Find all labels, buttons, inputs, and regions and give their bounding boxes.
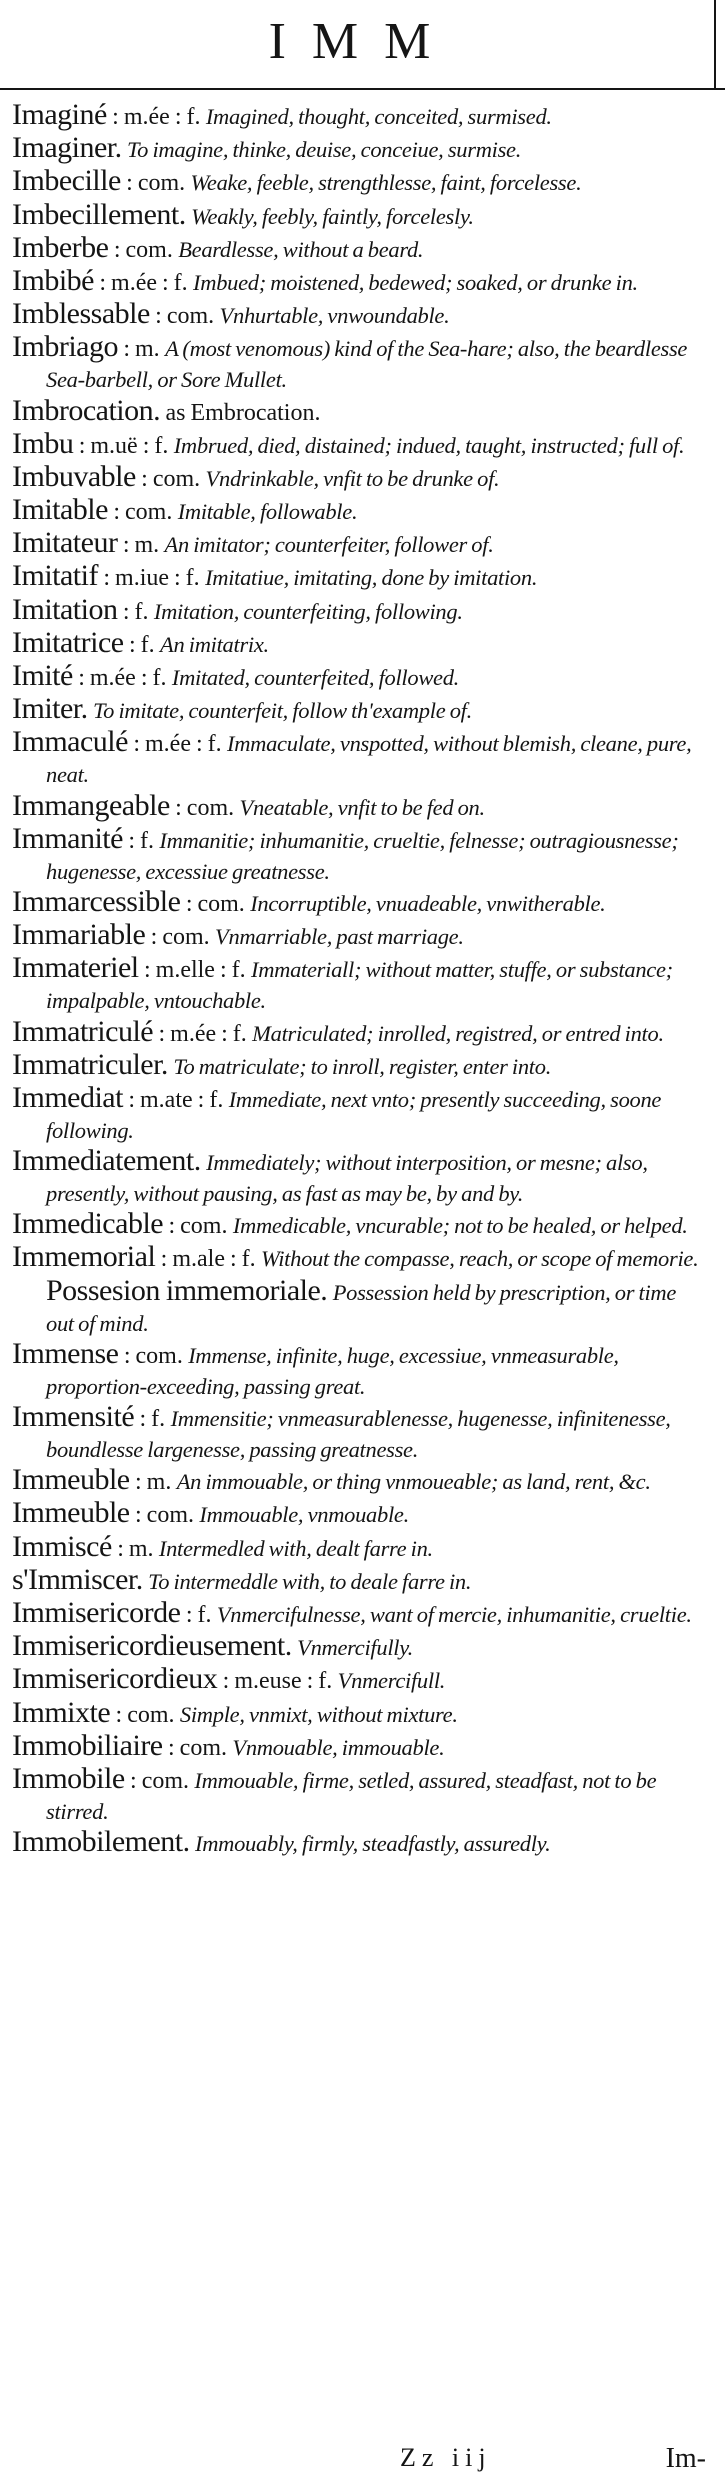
entry-definition: Imitated, counterfeited, followed. — [171, 665, 459, 690]
entry-grammar: : com. — [141, 465, 201, 492]
entry-grammar: : f. — [139, 1406, 166, 1432]
entry-grammar: : m.ée : f. — [99, 269, 188, 296]
entry-definition: Vnmercifull. — [337, 1668, 446, 1694]
entry-definition: Beardlesse, without a beard. — [178, 236, 424, 262]
entry-headword: Imaginer. — [12, 131, 122, 165]
entry-definition: Immanitie; inhumanitie, crueltie, felnesse; outragiousnesse; hugenesse, excessiue greatnesse. — [46, 827, 679, 884]
entry-definition: Incorruptible, vnuadeable, vnwitherable. — [250, 890, 606, 916]
page-footer — [12, 2443, 712, 2473]
dictionary-entry — [12, 1728, 707, 1763]
dictionary-entry — [12, 625, 707, 660]
running-head: IMM — [268, 13, 457, 70]
entry-headword: Immangeable — [12, 788, 170, 822]
dictionary-entry — [12, 1498, 707, 1530]
entry-headword: Imitation — [12, 592, 118, 626]
entry-headword: Imbecillement. — [12, 197, 186, 231]
entry-definition: Vneatable, vnfit to be fed on. — [239, 794, 485, 820]
entry-headword: s'Immiscer. — [12, 1562, 143, 1596]
dictionary-entry — [12, 1047, 707, 1082]
dictionary-entry — [12, 920, 707, 952]
dictionary-entry — [12, 100, 707, 132]
dictionary-entry — [12, 1273, 707, 1338]
entry-definition: Imitation, counterfeiting, following. — [153, 598, 463, 624]
entry-grammar: : f. — [185, 1601, 212, 1628]
entry-definition: Imitable, followable. — [177, 499, 358, 525]
entry-headword: Immatriculer. — [12, 1047, 168, 1081]
entry-grammar: : m.ée : f. — [112, 104, 201, 130]
dictionary-entry — [12, 459, 707, 494]
entry-grammar: : com. — [168, 1213, 228, 1240]
entry-definition: To matriculate; to inroll, register, enter into. — [173, 1053, 552, 1079]
entry-definition: Imbrued, died, distained; indued, taught, instructed; full of. — [173, 432, 685, 458]
dictionary-entry — [12, 393, 707, 428]
signature-mark: Zz iij — [400, 2443, 492, 2472]
entry-grammar: : com. — [168, 1734, 227, 1761]
dictionary-entry — [12, 821, 707, 886]
entry-grammar: : m. — [135, 1469, 172, 1496]
dictionary-entry — [12, 727, 707, 789]
entry-definition: Immensitie; vnmeasurablenesse, hugenesse, infinitenesse, boundlesse largenesse, passing greatnesse. — [46, 1406, 671, 1462]
entry-grammar: : m.iue : f. — [103, 565, 200, 592]
entry-grammar: : m. — [122, 532, 160, 559]
entry-headword: Immisericordieusement. — [12, 1629, 292, 1663]
entry-definition: Immouable, vnmouable. — [199, 1502, 409, 1528]
dictionary-entry — [12, 1402, 707, 1464]
entry-headword: Imaginé — [12, 98, 107, 131]
entry-definition: Immediate, next vnto; presently succeeding, soone following. — [46, 1086, 662, 1143]
entry-headword: Immense — [12, 1336, 119, 1370]
dictionary-entry — [12, 133, 707, 165]
entry-definition: Immateriall; without matter, stuffe, or substance; impalpable, vntouchable. — [46, 957, 673, 1014]
dictionary-entry — [12, 528, 707, 560]
dictionary-entry — [12, 1146, 707, 1208]
entry-headword: Imbriago — [12, 330, 118, 364]
entry-definition: Vnmouable, immouable. — [232, 1734, 445, 1760]
dictionary-entry — [12, 1631, 707, 1663]
entry-grammar: : m.uë : f. — [78, 432, 169, 459]
dictionary-entry — [12, 561, 707, 593]
entry-headword: Immisericordieux — [12, 1662, 218, 1696]
dictionary-entry — [12, 788, 707, 823]
entry-definition: An imitatrix. — [160, 631, 269, 657]
entry-definition: Immouably, firmly, steadfastly, assuredly. — [195, 1831, 551, 1857]
entry-headword: Imbibé — [12, 263, 94, 297]
entry-grammar: as Embrocation. — [165, 399, 321, 426]
entry-definition: Immediately; without interposition, or mesne; also, presently, without pausing, as fast as may be, by and by. — [46, 1150, 648, 1207]
entry-headword: Immobiliaire — [12, 1728, 163, 1762]
dictionary-entry — [12, 495, 707, 527]
dictionary-entry — [12, 197, 707, 232]
dictionary-entry — [12, 166, 707, 198]
entry-definition: A (most venomous) kind of the Sea-hare; also, the beardlesse Sea-barbell, or Sore Mullet. — [46, 336, 688, 393]
dictionary-entry — [12, 332, 707, 394]
entry-definition: Immouable, firme, setled, assured, steadfast, not to be stirred. — [46, 1767, 657, 1824]
entry-headword: Immateriel — [12, 951, 139, 985]
dictionary-entry — [12, 661, 707, 693]
entry-grammar: : f. — [122, 598, 149, 625]
entry-grammar: : com. — [113, 236, 173, 263]
entry-headword: Immisericorde — [12, 1595, 181, 1629]
entry-grammar: : com. — [113, 499, 173, 526]
entry-grammar: : com. — [123, 1342, 183, 1369]
entry-grammar: : m.ée : f. — [78, 665, 167, 691]
entry-grammar: : com. — [135, 1502, 195, 1529]
entry-headword: Immobile — [12, 1761, 125, 1795]
entry-grammar: : m.elle : f. — [143, 957, 246, 984]
entry-definition: Simple, vnmixt, without mixture. — [179, 1701, 458, 1727]
entry-grammar: : com. — [115, 1701, 175, 1728]
entry-headword: Imberbe — [12, 230, 109, 264]
entry-definition: Vnmarriable, past marriage. — [215, 924, 464, 950]
entry-headword: Immariable — [12, 918, 146, 952]
entry-definition: Intermedled with, dealt farre in. — [158, 1535, 433, 1561]
entry-list — [12, 100, 707, 1860]
entry-definition: Imagined, thought, conceited, surmised. — [205, 104, 552, 129]
entry-grammar: : com. — [155, 303, 215, 330]
entry-headword: Immensité — [12, 1400, 135, 1433]
entry-grammar: : com. — [150, 924, 210, 951]
entry-definition: Without the compasse, reach, or scope of memorie. — [261, 1246, 699, 1272]
dictionary-entry — [12, 230, 707, 265]
entry-headword: Possesion immemoriale. — [46, 1273, 328, 1307]
dictionary-entry — [12, 1529, 707, 1564]
dictionary-entry — [12, 884, 707, 919]
entry-definition: Immaculate, vnspotted, without blemish, cleane, pure, neat. — [46, 731, 692, 788]
entry-headword: Imiter. — [12, 692, 88, 726]
entry-definition: An imitator; counterfeiter, follower of. — [164, 532, 494, 558]
dictionary-entry — [12, 1014, 707, 1049]
entry-grammar: : com. — [130, 1767, 190, 1794]
entry-headword: Immatriculé — [12, 1014, 154, 1048]
dictionary-entry — [12, 1209, 707, 1241]
entry-definition: Matriculated; inrolled, registred, or entred into. — [252, 1020, 664, 1046]
dictionary-entry — [12, 694, 707, 726]
dictionary-entry — [12, 1761, 707, 1826]
dictionary-entry — [12, 1080, 707, 1145]
entry-definition: Vnmercifully. — [297, 1635, 413, 1661]
entry-definition: Vndrinkable, vnfit to be drunke of. — [205, 465, 500, 491]
dictionary-entry — [12, 426, 707, 461]
catchword: Im- — [665, 2443, 706, 2474]
entry-grammar: : m. — [117, 1535, 154, 1562]
entry-headword: Imblessable — [12, 297, 150, 331]
dictionary-entry — [12, 953, 707, 1015]
entry-headword: Imbuvable — [12, 459, 136, 493]
entry-headword: Imitatrice — [12, 625, 124, 659]
entry-grammar: : m.ale : f. — [160, 1246, 256, 1273]
entry-grammar: : m.ée : f. — [133, 731, 222, 758]
entry-headword: Immiscé — [12, 1529, 112, 1563]
entry-headword: Immarcessible — [12, 884, 181, 918]
entry-definition: Immedicable, vncurable; not to be healed, or helped. — [232, 1213, 688, 1239]
dictionary-entry — [12, 1827, 707, 1859]
dictionary-entry — [12, 592, 707, 627]
entry-headword: Imité — [12, 659, 73, 692]
entry-definition: To imagine, thinke, deuise, conceiue, surmise. — [127, 137, 522, 163]
dictionary-entry — [12, 1595, 707, 1630]
entry-headword: Imbu — [12, 426, 74, 460]
entry-headword: Immeuble — [12, 1496, 130, 1530]
dictionary-entry — [12, 1664, 707, 1696]
entry-definition: Weakly, feebly, faintly, forcelesly. — [191, 203, 474, 229]
entry-grammar: : m.ate : f. — [128, 1086, 224, 1113]
entry-headword: Immanité — [12, 821, 123, 855]
entry-headword: Imitateur — [12, 526, 118, 560]
entry-headword: Immedicable — [12, 1207, 164, 1241]
entry-headword: Immemorial — [12, 1240, 156, 1274]
entry-headword: Immediatement. — [12, 1144, 201, 1178]
entry-grammar: : m.ée : f. — [158, 1020, 247, 1047]
header-rule — [0, 88, 725, 90]
entry-definition: Imbued; moistened, bedewed; soaked, or drunke in. — [193, 269, 638, 295]
entry-definition: Immense, infinite, huge, excessiue, vnmeasurable, proportion-exceeding, passing great. — [46, 1342, 619, 1399]
entry-grammar: : com. — [185, 890, 245, 917]
entry-grammar: : f. — [128, 827, 155, 854]
entry-grammar: : com. — [126, 170, 186, 197]
column-rule — [714, 0, 716, 88]
entry-headword: Imitatif — [12, 559, 98, 593]
dictionary-entry — [12, 1242, 707, 1274]
entry-definition: Vnhurtable, vnwoundable. — [219, 303, 450, 329]
entry-headword: Imitable — [12, 493, 108, 527]
entry-definition: To imitate, counterfeit, follow th'example of. — [93, 698, 472, 724]
entry-definition: Vnmercifulnesse, want of mercie, inhumanitie, crueltie. — [216, 1601, 692, 1627]
entry-definition: An immouable, or thing vnmoueable; as land, rent, &c. — [176, 1469, 651, 1495]
entry-definition: Imitatiue, imitating, done by imitation. — [205, 565, 538, 591]
entry-definition: Weake, feeble, strengthlesse, faint, forcelesse. — [190, 170, 582, 196]
dictionary-entry — [12, 263, 707, 298]
entry-headword: Immaculé — [12, 725, 128, 759]
dictionary-entry — [12, 299, 707, 331]
entry-definition: Possession held by prescription, or time out of mind. — [46, 1279, 677, 1336]
dictionary-entry — [12, 1695, 707, 1730]
dictionary-entry — [12, 1465, 707, 1497]
entry-headword: Imbecille — [12, 164, 121, 198]
dictionary-entry — [12, 1336, 707, 1401]
entry-grammar: : f. — [128, 631, 155, 658]
entry-headword: Immeuble — [12, 1463, 130, 1497]
entry-definition: To intermeddle with, to deale farre in. — [148, 1568, 472, 1594]
entry-grammar: : m. — [123, 336, 160, 363]
entry-headword: Imbrocation. — [12, 393, 161, 427]
dictionary-entry — [12, 1562, 707, 1597]
entry-headword: Immixte — [12, 1695, 111, 1729]
entry-headword: Immediat — [12, 1080, 123, 1114]
entry-grammar: : com. — [175, 794, 235, 821]
entry-headword: Immobilement. — [12, 1825, 190, 1859]
entry-grammar: : m.euse : f. — [222, 1668, 333, 1695]
